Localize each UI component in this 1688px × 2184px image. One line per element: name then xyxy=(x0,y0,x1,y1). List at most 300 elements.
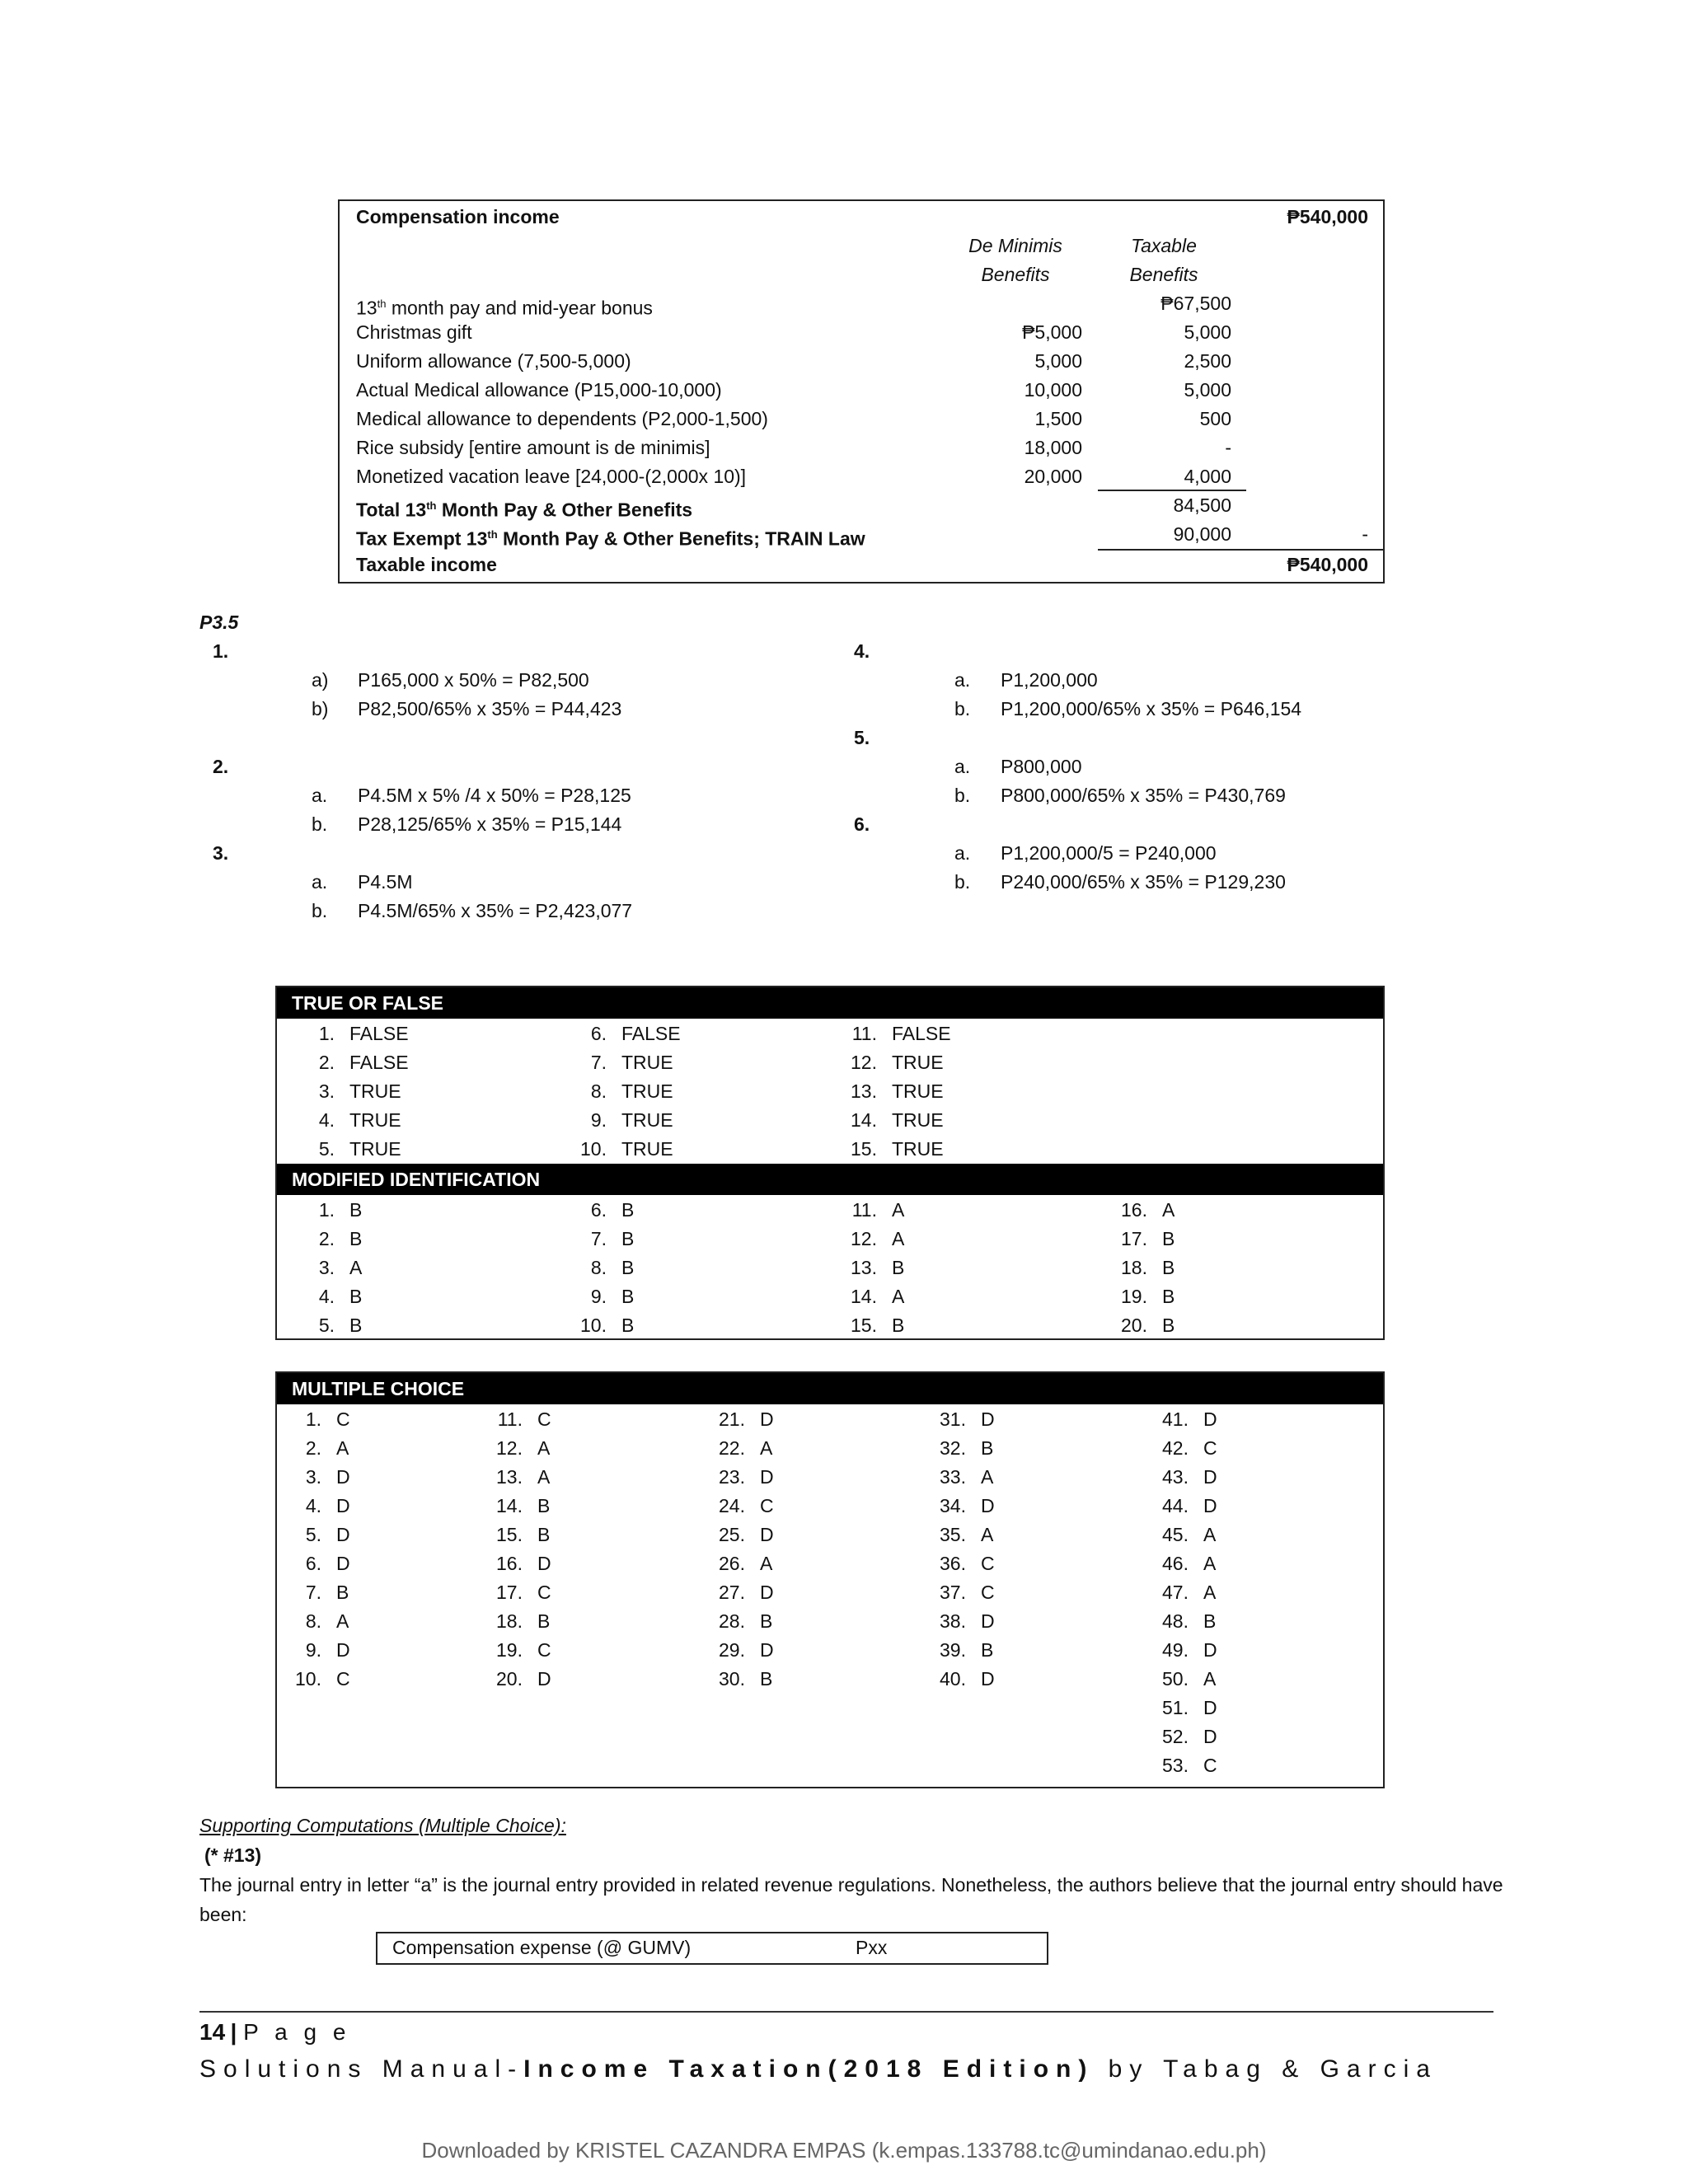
mc-item xyxy=(908,1665,995,1694)
tf-answer: FALSE xyxy=(349,1023,409,1044)
mc-number: 43. xyxy=(1162,1466,1189,1488)
tf-number: 7. xyxy=(590,1052,607,1073)
comp-row-deminimis: ₱5,000 xyxy=(1022,321,1082,343)
mc-answer: D xyxy=(981,1668,995,1690)
mc-number: 53. xyxy=(1162,1755,1189,1776)
tf-answer: TRUE xyxy=(892,1138,944,1160)
mc-number: 38. xyxy=(940,1610,966,1632)
mc-item xyxy=(264,1607,349,1636)
p35-problem-number: 4. xyxy=(854,640,870,662)
tf-number: 6. xyxy=(590,1023,607,1044)
mi-number: 2. xyxy=(318,1228,335,1249)
comp-row-taxable: 5,000 xyxy=(1184,321,1231,343)
mc-answer: C xyxy=(537,1408,551,1430)
mc-item xyxy=(264,1636,350,1665)
tf-item xyxy=(819,1135,944,1164)
mc-number: 42. xyxy=(1162,1437,1189,1459)
mi-item xyxy=(819,1196,904,1225)
mi-item xyxy=(819,1311,904,1340)
mc-number: 1. xyxy=(305,1408,321,1430)
tf-item xyxy=(277,1048,409,1077)
p35-item-text: P1,200,000/65% x 35% = P646,154 xyxy=(1001,698,1302,719)
mc-answer: B xyxy=(537,1610,551,1632)
mc-answer: C xyxy=(760,1495,774,1516)
mc-number: 4. xyxy=(305,1495,321,1516)
mc-answer: B xyxy=(981,1437,994,1459)
mi-item xyxy=(549,1311,634,1340)
comp-taxable-income-row xyxy=(340,551,1383,579)
p35-problem-number: 6. xyxy=(854,813,870,835)
mc-number: 31. xyxy=(940,1408,966,1430)
mi-item xyxy=(277,1254,362,1282)
mi-answer: B xyxy=(621,1257,635,1278)
comp-row-label: Rice subsidy [entire amount is de minimis] xyxy=(356,437,710,458)
tf-answer: TRUE xyxy=(621,1080,673,1102)
comp-row-taxable: ₱67,500 xyxy=(1160,293,1231,314)
mc-number: 21. xyxy=(719,1408,745,1430)
mc-answer: D xyxy=(336,1495,350,1516)
mc-item xyxy=(264,1665,350,1694)
mc-answer: A xyxy=(336,1437,349,1459)
mc-number: 48. xyxy=(1162,1610,1189,1632)
mi-answer: B xyxy=(892,1257,905,1278)
p35-item-letter: a. xyxy=(954,669,971,691)
exempt-label: Tax Exempt 13th Month Pay & Other Benefits; TRAIN Law xyxy=(356,527,865,550)
mc-item xyxy=(908,1492,995,1521)
mc-answer: A xyxy=(1203,1524,1217,1545)
mi-number: 13. xyxy=(851,1257,877,1278)
mc-answer: D xyxy=(537,1553,551,1574)
journal-entry-box xyxy=(376,1932,1048,1965)
mi-item xyxy=(549,1282,634,1311)
mc-number: 30. xyxy=(719,1668,745,1690)
mc-number: 5. xyxy=(305,1524,321,1545)
mi-item xyxy=(819,1225,904,1254)
mc-answer: C xyxy=(537,1582,551,1603)
mi-answer: B xyxy=(349,1315,363,1336)
mc-answer: A xyxy=(1203,1553,1217,1574)
tf-item xyxy=(549,1135,673,1164)
mc-item xyxy=(687,1492,774,1521)
mc-answer: D xyxy=(1203,1726,1217,1747)
mi-item xyxy=(819,1254,904,1282)
mc-number: 44. xyxy=(1162,1495,1189,1516)
tf-item xyxy=(819,1106,944,1135)
mc-item xyxy=(1131,1694,1217,1722)
mi-number: 16. xyxy=(1121,1199,1147,1221)
mi-number: 4. xyxy=(318,1286,335,1307)
exempt-total: - xyxy=(1362,523,1368,545)
tf-item xyxy=(819,1019,951,1048)
tf-number: 9. xyxy=(590,1109,607,1131)
comp-row-taxable: - xyxy=(1225,437,1231,458)
comp-row xyxy=(340,289,1383,318)
mc-answer: B xyxy=(537,1495,551,1516)
mc-item xyxy=(264,1578,349,1607)
supporting-paragraph-1: The journal entry in letter “a” is the journal entry provided in related revenue regulations. Nonetheless, the authors believe that the journal entry should have xyxy=(199,1874,1503,1896)
mc-item xyxy=(264,1434,349,1463)
tf-item xyxy=(549,1048,673,1077)
mi-item xyxy=(549,1225,634,1254)
tf-item xyxy=(277,1019,409,1048)
mi-number: 7. xyxy=(590,1228,607,1249)
comp-row-taxable: 500 xyxy=(1199,408,1231,429)
mc-answer: D xyxy=(336,1524,350,1545)
mc-item xyxy=(465,1463,550,1492)
mc-number: 41. xyxy=(1162,1408,1189,1430)
mc-item xyxy=(908,1463,993,1492)
journal-entry-amount: Pxx xyxy=(856,1937,888,1958)
tf-item xyxy=(549,1106,673,1135)
mi-answer: B xyxy=(1162,1315,1175,1336)
p35-item-letter: b. xyxy=(954,698,971,719)
total-taxable: 84,500 xyxy=(1173,494,1231,516)
mc-answer: C xyxy=(1203,1755,1217,1776)
p35-item-letter: a) xyxy=(312,669,329,691)
p35-item-text: P1,200,000 xyxy=(1001,669,1098,691)
mc-answer: B xyxy=(760,1668,773,1690)
mc-number: 46. xyxy=(1162,1553,1189,1574)
mi-heading: MODIFIED IDENTIFICATION xyxy=(277,1164,1383,1195)
comp-row xyxy=(340,376,1383,405)
mi-answer: B xyxy=(892,1315,905,1336)
tf-answer: FALSE xyxy=(349,1052,409,1073)
p35-item-letter: a. xyxy=(312,871,328,893)
mc-number: 23. xyxy=(719,1466,745,1488)
tf-number: 8. xyxy=(590,1080,607,1102)
mc-answer: D xyxy=(760,1466,774,1488)
tf-number: 4. xyxy=(318,1109,335,1131)
tf-number: 11. xyxy=(851,1023,877,1044)
mi-answer: A xyxy=(892,1228,905,1249)
mc-number: 22. xyxy=(719,1437,745,1459)
comp-row-deminimis: 18,000 xyxy=(1024,437,1082,458)
mi-answer: B xyxy=(1162,1228,1175,1249)
comp-row xyxy=(340,347,1383,376)
tf-answer: FALSE xyxy=(621,1023,681,1044)
mc-item xyxy=(1131,1578,1216,1607)
mc-answer: D xyxy=(1203,1408,1217,1430)
mi-item xyxy=(1090,1311,1175,1340)
tf-item xyxy=(277,1135,401,1164)
mc-number: 51. xyxy=(1162,1697,1189,1718)
mi-number: 9. xyxy=(590,1286,607,1307)
comp-row-label: Medical allowance to dependents (P2,000-1,500) xyxy=(356,408,768,429)
mc-number: 49. xyxy=(1162,1639,1189,1661)
mi-answer: B xyxy=(1162,1286,1175,1307)
mc-answer: D xyxy=(336,1639,350,1661)
mc-item xyxy=(1131,1722,1217,1751)
mi-answer: B xyxy=(1162,1257,1175,1278)
mc-answer: B xyxy=(760,1610,773,1632)
tf-number: 10. xyxy=(580,1138,607,1160)
mc-number: 28. xyxy=(719,1610,745,1632)
mc-answer: D xyxy=(760,1582,774,1603)
p35-problem-number: 1. xyxy=(213,640,229,662)
mc-answer: A xyxy=(1203,1668,1217,1690)
mc-answer: D xyxy=(760,1408,774,1430)
mc-item xyxy=(1131,1492,1217,1521)
tf-answer: TRUE xyxy=(349,1138,401,1160)
mc-item xyxy=(264,1521,350,1549)
mc-number: 50. xyxy=(1162,1668,1189,1690)
mc-answer-box xyxy=(275,1371,1385,1788)
comp-row-taxable: 4,000 xyxy=(1184,466,1231,487)
mc-item xyxy=(264,1405,350,1434)
mc-number: 26. xyxy=(719,1553,745,1574)
mc-answer: D xyxy=(1203,1639,1217,1661)
mi-number: 17. xyxy=(1121,1228,1147,1249)
page-label: 14 | P a g e xyxy=(199,2019,351,2045)
p35-problem-number: 2. xyxy=(213,756,229,777)
mi-answer: B xyxy=(621,1199,635,1221)
tf-answer: FALSE xyxy=(892,1023,951,1044)
mi-answer: A xyxy=(892,1199,905,1221)
tf-answer: TRUE xyxy=(621,1138,673,1160)
footer-rule xyxy=(199,2011,1493,2013)
p35-item-text: P1,200,000/5 = P240,000 xyxy=(1001,842,1217,864)
comp-title-row xyxy=(340,203,1383,232)
mc-item xyxy=(687,1463,774,1492)
p35-item-text: P165,000 x 50% = P82,500 xyxy=(358,669,589,691)
mc-answer: A xyxy=(760,1553,773,1574)
mi-answer: A xyxy=(349,1257,363,1278)
mc-answer: C xyxy=(537,1639,551,1661)
mc-heading: MULTIPLE CHOICE xyxy=(277,1373,1383,1404)
p35-item-text: P800,000 xyxy=(1001,756,1082,777)
mc-answer: D xyxy=(981,1408,995,1430)
col-deminimis-head-2: Benefits xyxy=(981,264,1050,285)
tf-number: 12. xyxy=(851,1052,877,1073)
tf-item xyxy=(549,1077,673,1106)
mc-answer: D xyxy=(1203,1466,1217,1488)
p35-item-letter: b. xyxy=(954,871,971,893)
mc-answer: A xyxy=(537,1466,551,1488)
mc-item xyxy=(908,1521,993,1549)
tf-item xyxy=(819,1048,944,1077)
mc-number: 27. xyxy=(719,1582,745,1603)
mc-item xyxy=(465,1549,551,1578)
tf-number: 3. xyxy=(318,1080,335,1102)
comp-row-deminimis: 5,000 xyxy=(1034,350,1082,372)
mi-number: 6. xyxy=(590,1199,607,1221)
p35-item-text: P800,000/65% x 35% = P430,769 xyxy=(1001,785,1286,806)
mc-item xyxy=(687,1578,774,1607)
comp-row-deminimis: 1,500 xyxy=(1034,408,1082,429)
mc-answer: A xyxy=(760,1437,773,1459)
mc-number: 29. xyxy=(719,1639,745,1661)
comp-row xyxy=(340,462,1383,491)
comp-header-row-1 xyxy=(340,232,1383,260)
comp-row-taxable: 2,500 xyxy=(1184,350,1231,372)
tf-item xyxy=(277,1077,401,1106)
tf-item xyxy=(819,1077,944,1106)
mc-item xyxy=(465,1578,551,1607)
mc-number: 8. xyxy=(305,1610,321,1632)
p35-item-text: P28,125/65% x 35% = P15,144 xyxy=(358,813,622,835)
mi-number: 1. xyxy=(318,1199,335,1221)
mi-item xyxy=(1090,1254,1175,1282)
mc-answer: B xyxy=(336,1582,349,1603)
tf-heading: TRUE OR FALSE xyxy=(277,987,1383,1019)
mc-answer: D xyxy=(1203,1495,1217,1516)
mc-number: 33. xyxy=(940,1466,966,1488)
mc-number: 35. xyxy=(940,1524,966,1545)
mi-answer: B xyxy=(349,1286,363,1307)
mc-number: 24. xyxy=(719,1495,745,1516)
comp-row-taxable: 5,000 xyxy=(1184,379,1231,401)
mc-item xyxy=(1131,1521,1216,1549)
mc-answer: D xyxy=(981,1610,995,1632)
tf-number: 15. xyxy=(851,1138,877,1160)
mi-number: 20. xyxy=(1121,1315,1147,1336)
comp-header-row-2 xyxy=(340,260,1383,289)
page-word: P a g e xyxy=(243,2019,351,2045)
p35-item-letter: b. xyxy=(312,900,328,921)
mc-answer: D xyxy=(336,1466,350,1488)
mc-item xyxy=(1131,1607,1216,1636)
mi-number: 15. xyxy=(851,1315,877,1336)
tf-number: 13. xyxy=(851,1080,877,1102)
col-taxable-head-1: Taxable xyxy=(1131,235,1197,256)
mi-answer: B xyxy=(621,1228,635,1249)
mc-number: 9. xyxy=(305,1639,321,1661)
mc-item xyxy=(687,1434,772,1463)
p35-item-text: P4.5M xyxy=(358,871,413,893)
mc-item xyxy=(264,1549,350,1578)
tf-number: 1. xyxy=(318,1023,335,1044)
mc-item xyxy=(1131,1751,1217,1780)
mi-number: 12. xyxy=(851,1228,877,1249)
mc-number: 17. xyxy=(496,1582,523,1603)
mc-number: 3. xyxy=(305,1466,321,1488)
mc-number: 13. xyxy=(496,1466,523,1488)
mc-number: 47. xyxy=(1162,1582,1189,1603)
mc-number: 36. xyxy=(940,1553,966,1574)
p35-item-text: P82,500/65% x 35% = P44,423 xyxy=(358,698,622,719)
mc-item xyxy=(465,1636,551,1665)
taxable-income-total: ₱540,000 xyxy=(1287,554,1368,575)
mc-item xyxy=(908,1405,995,1434)
supporting-paragraph-2: been: xyxy=(199,1904,247,1925)
mc-answer: A xyxy=(1203,1582,1217,1603)
mc-answer: D xyxy=(537,1668,551,1690)
manual-bold: Income Taxation(2018 Edition) xyxy=(523,2055,1095,2083)
mc-number: 6. xyxy=(305,1553,321,1574)
mc-item xyxy=(908,1578,995,1607)
mi-item xyxy=(1090,1196,1175,1225)
p35-item-text: P4.5M x 5% /4 x 50% = P28,125 xyxy=(358,785,631,806)
tf-answer: TRUE xyxy=(892,1080,944,1102)
mi-answer: A xyxy=(892,1286,905,1307)
mi-number: 19. xyxy=(1121,1286,1147,1307)
taxable-income-label: Taxable income xyxy=(356,554,497,575)
mi-item xyxy=(277,1311,362,1340)
mc-item xyxy=(908,1636,993,1665)
mc-number: 39. xyxy=(940,1639,966,1661)
mi-item xyxy=(1090,1225,1175,1254)
mi-number: 18. xyxy=(1121,1257,1147,1278)
journal-entry-label: Compensation expense (@ GUMV) xyxy=(392,1937,692,1958)
mc-answer: A xyxy=(537,1437,551,1459)
manual-post: by Tabag & Garcia xyxy=(1094,2055,1437,2083)
tf-answer: TRUE xyxy=(621,1052,673,1073)
supporting-heading: Supporting Computations (Multiple Choice): xyxy=(199,1815,566,1836)
mc-number: 19. xyxy=(496,1639,523,1661)
mc-answer: A xyxy=(336,1610,349,1632)
mc-item xyxy=(465,1607,550,1636)
mc-number: 7. xyxy=(305,1582,321,1603)
mc-answer: D xyxy=(981,1495,995,1516)
comp-row-deminimis: 20,000 xyxy=(1024,466,1082,487)
mc-item xyxy=(908,1434,993,1463)
mc-item xyxy=(264,1463,350,1492)
mc-answer: B xyxy=(537,1524,551,1545)
mi-answer: B xyxy=(621,1315,635,1336)
comp-row-label: 13th month pay and mid-year bonus xyxy=(356,297,653,319)
comp-row xyxy=(340,318,1383,347)
p35-item-letter: a. xyxy=(954,756,971,777)
mc-item xyxy=(465,1521,550,1549)
mc-answer: B xyxy=(981,1639,994,1661)
compensation-table xyxy=(338,199,1385,583)
mc-item xyxy=(465,1665,551,1694)
mc-answer: D xyxy=(760,1639,774,1661)
mc-item xyxy=(687,1607,772,1636)
mc-number: 45. xyxy=(1162,1524,1189,1545)
comp-row-label: Christmas gift xyxy=(356,321,472,343)
p35-item-letter: a. xyxy=(954,842,971,864)
comp-title-total: ₱540,000 xyxy=(1287,206,1368,227)
col-taxable-head-2: Benefits xyxy=(1129,264,1198,285)
manual-pre: Solutions Manual- xyxy=(199,2055,524,2083)
mi-item xyxy=(549,1254,634,1282)
mc-number: 40. xyxy=(940,1668,966,1690)
tf-number: 14. xyxy=(851,1109,877,1131)
mc-answer: C xyxy=(336,1408,350,1430)
mc-number: 32. xyxy=(940,1437,966,1459)
mc-number: 18. xyxy=(496,1610,523,1632)
mi-number: 8. xyxy=(590,1257,607,1278)
comp-row-label: Monetized vacation leave [24,000-(2,000x 10)] xyxy=(356,466,747,487)
total-label: Total 13th Month Pay & Other Benefits xyxy=(356,499,693,521)
mc-item xyxy=(687,1636,774,1665)
mc-item xyxy=(1131,1463,1217,1492)
supporting-item: (* #13) xyxy=(204,1844,262,1866)
comp-row-deminimis: 10,000 xyxy=(1024,379,1082,401)
tf-answer: TRUE xyxy=(349,1109,401,1131)
mc-number: 10. xyxy=(295,1668,321,1690)
p35-item-letter: b. xyxy=(312,813,328,835)
mc-number: 16. xyxy=(496,1553,523,1574)
mi-item xyxy=(1090,1282,1175,1311)
comp-exempt-row xyxy=(340,520,1383,549)
mi-item xyxy=(277,1282,362,1311)
p35-item-letter: a. xyxy=(312,785,328,806)
comp-row-label: Uniform allowance (7,500-5,000) xyxy=(356,350,631,372)
mc-item xyxy=(908,1549,995,1578)
mi-number: 5. xyxy=(318,1315,335,1336)
mc-number: 25. xyxy=(719,1524,745,1545)
mc-item xyxy=(687,1405,774,1434)
mc-item xyxy=(687,1665,772,1694)
mc-item xyxy=(1131,1549,1216,1578)
tf-number: 5. xyxy=(318,1138,335,1160)
mc-answer: C xyxy=(336,1668,350,1690)
tf-answer: TRUE xyxy=(621,1109,673,1131)
mc-number: 37. xyxy=(940,1582,966,1603)
mc-item xyxy=(465,1405,551,1434)
